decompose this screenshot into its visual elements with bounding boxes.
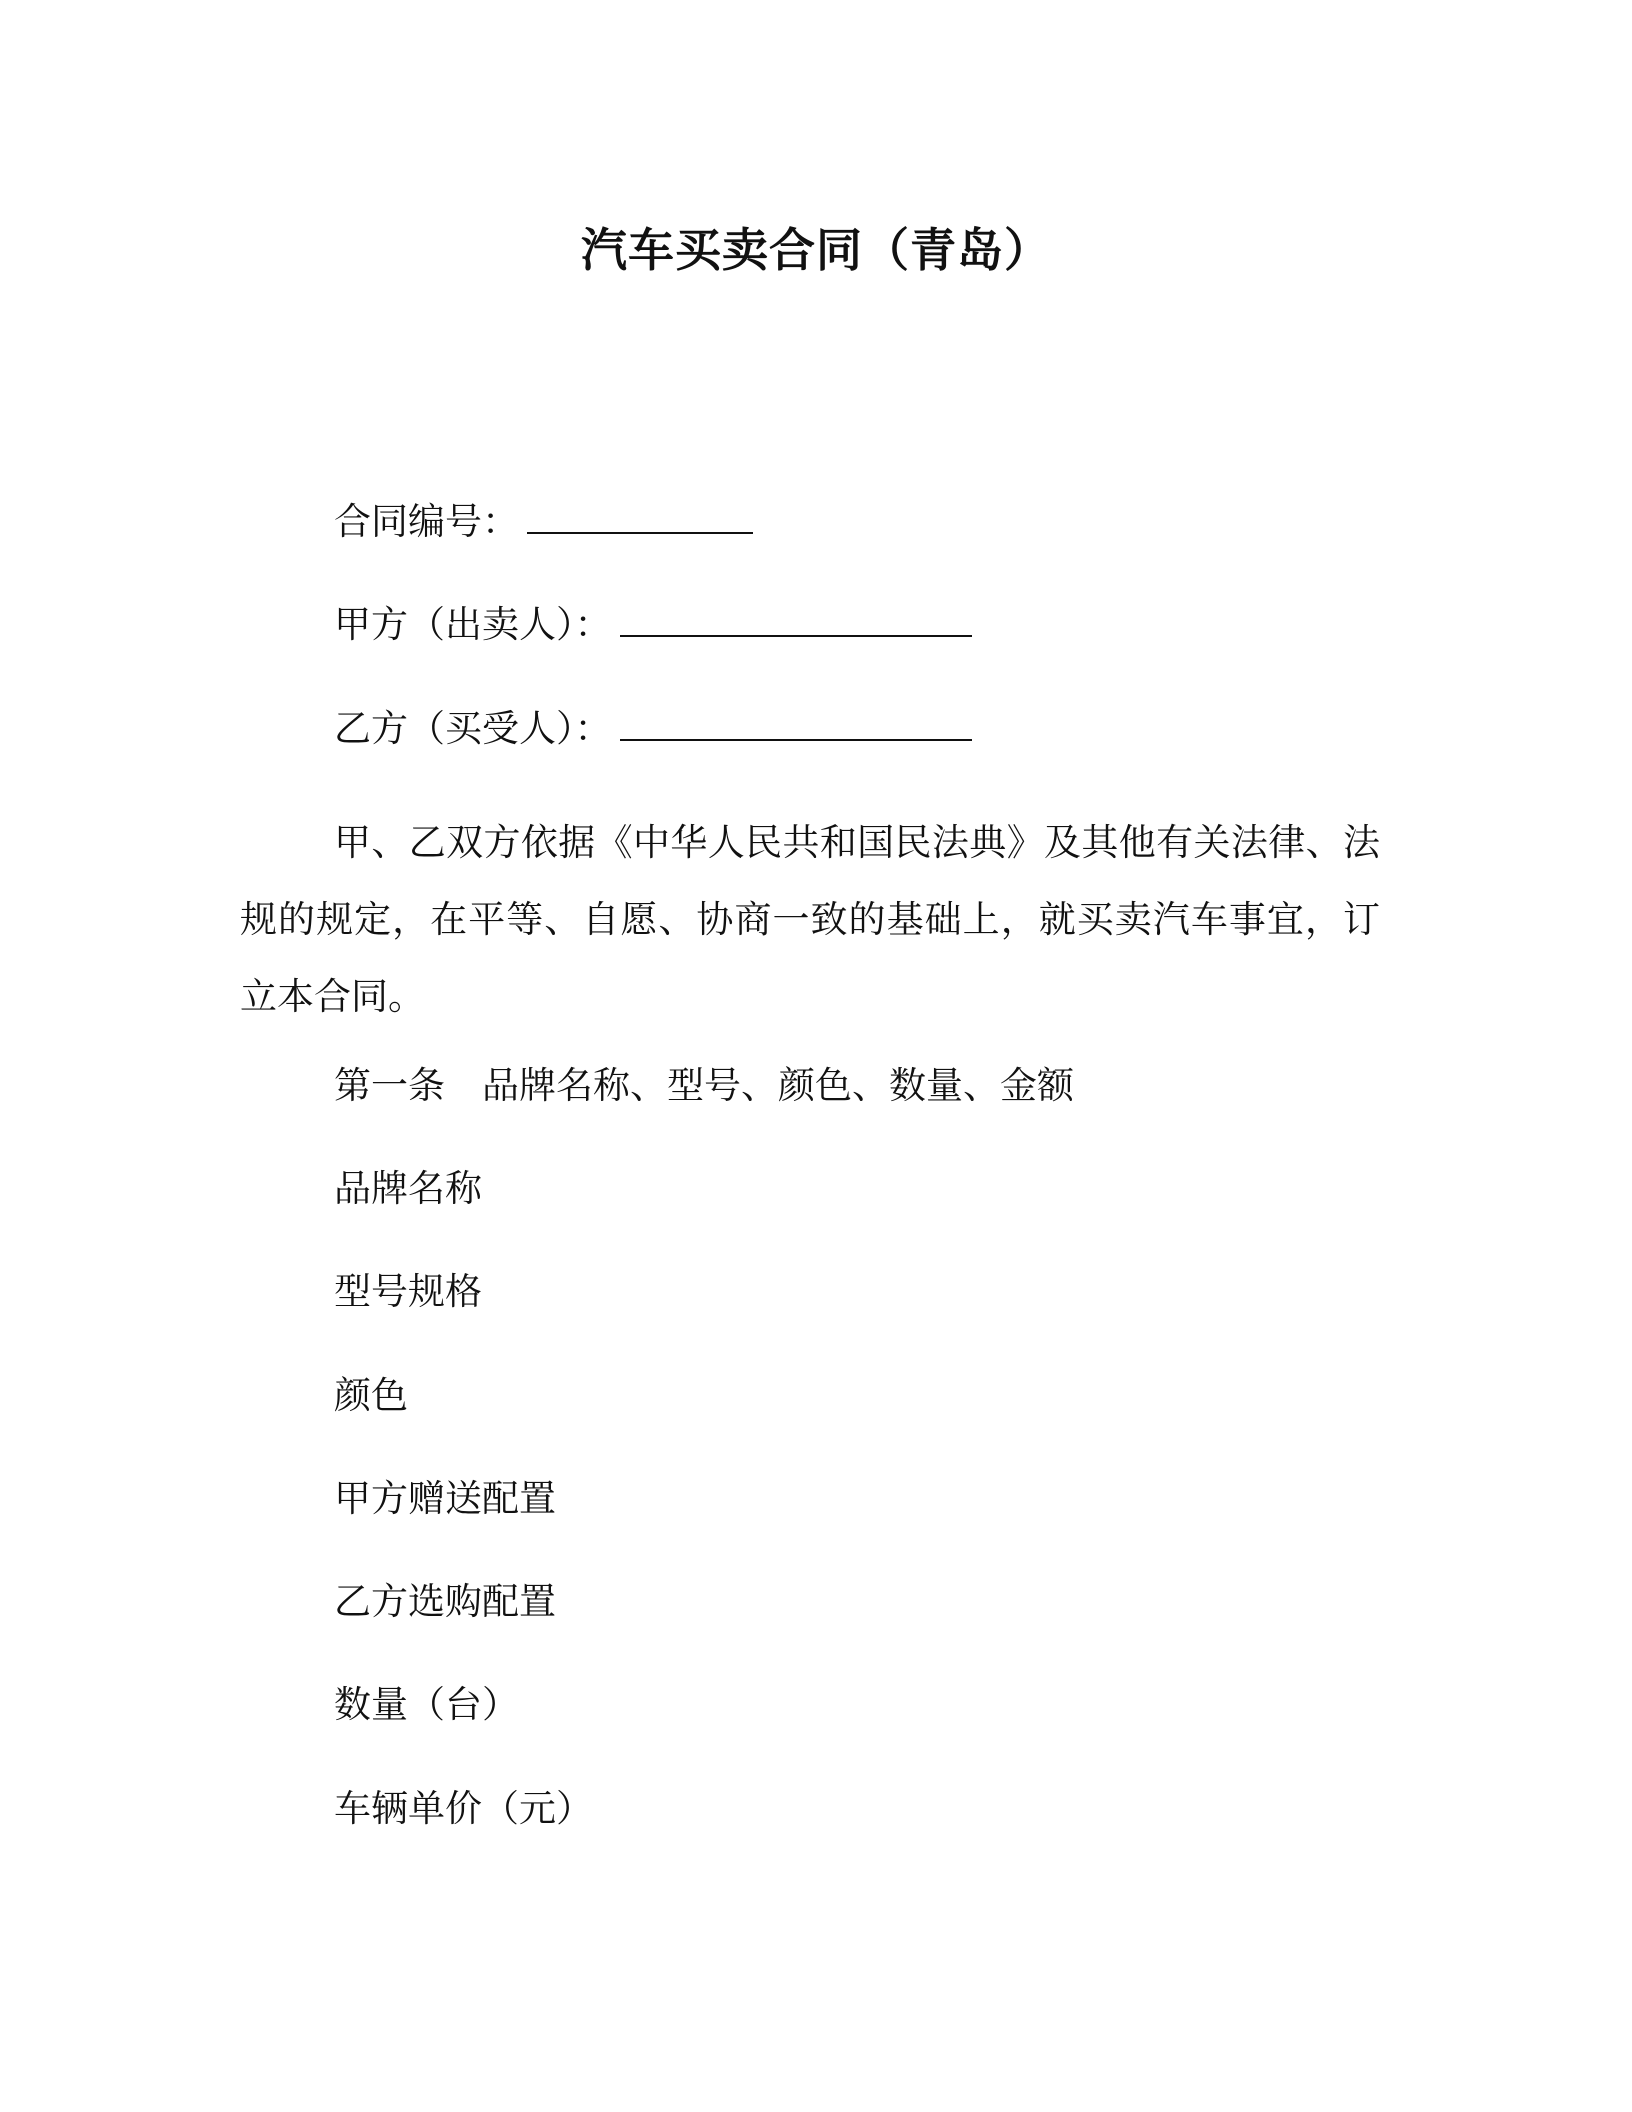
party-a-line (334, 601, 972, 649)
field-color: 颜色 (334, 1374, 408, 1417)
field-brand-name: 品牌名称 (334, 1167, 482, 1210)
document-title: 汽车买卖合同（青岛） (581, 223, 1051, 277)
party-b-line (334, 705, 972, 753)
contract-number-blank[interactable] (527, 498, 753, 534)
preamble-paragraph: 甲、乙双方依据《中华人民共和国民法典》及其他有关法律、法规的规定，在平等、自愿、协商一致的基础上，就买卖汽车事宜，订立本合同。 (240, 821, 1380, 1018)
field-unit-price: 车辆单价（元） (334, 1787, 593, 1830)
field-party-b-optional-config: 乙方选购配置 (334, 1580, 556, 1623)
party-a-label: 甲方（出卖人）： (334, 603, 612, 646)
party-b-blank[interactable] (620, 705, 972, 741)
field-quantity: 数量（台） (334, 1683, 519, 1726)
party-a-blank[interactable] (620, 601, 972, 637)
field-model-spec: 型号规格 (334, 1270, 482, 1313)
contract-number-line (334, 498, 753, 546)
article-1-heading: 第一条 品牌名称、型号、颜色、数量、金额 (334, 1064, 1074, 1107)
field-party-a-gift-config: 甲方赠送配置 (334, 1477, 556, 1520)
contract-number-label: 合同编号： (334, 500, 519, 543)
party-b-label: 乙方（买受人）： (334, 707, 612, 750)
